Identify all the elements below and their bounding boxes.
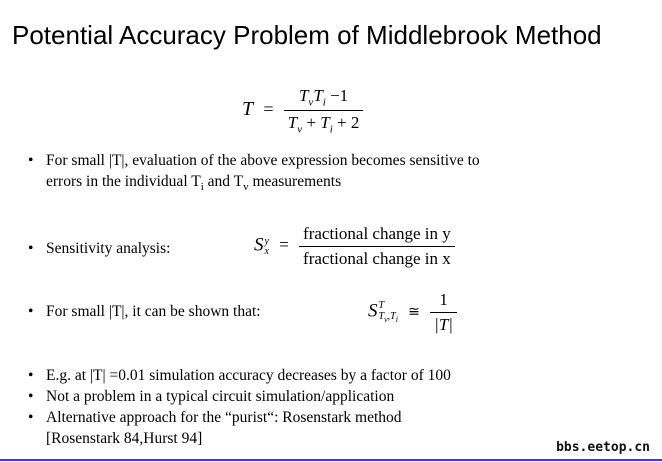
bullet-dot: •	[28, 367, 34, 384]
bullet-1-line-1: For small |T|, evaluation of the above expression becomes sensitive to	[46, 152, 480, 169]
bullet-dot: •	[28, 409, 34, 426]
eq-denominator: $T_v + T_i + 2$	[284, 110, 364, 135]
bullet-dot: •	[28, 152, 34, 169]
bullet-sensitivity-note	[28, 150, 480, 198]
sensitivity-fraction	[299, 224, 455, 269]
bullet-alternative-approach: • Alternative approach for the “purist“: Rosenstark method [Rosenstark 84,Hurst 94]	[28, 409, 402, 447]
sensitivity-numerator: fractional change in y	[303, 224, 451, 243]
eq-lhs: T	[242, 97, 254, 120]
sensitivity-equation: S y x = $\frac{\text{fractional change in y}}{\text{fractional change in x}}$	[254, 224, 455, 269]
bullet-not-a-problem: • Not a problem in a typical circuit simulation/application	[28, 388, 395, 405]
bullet-dot: •	[28, 388, 34, 405]
eq-fraction	[284, 86, 364, 136]
bullet-sensitivity-analysis: • Sensitivity analysis:	[28, 240, 171, 257]
small-t-sensitivity-equation: S T $T_v,T_i$ ≅ $\frac{1}{|T|}$	[368, 290, 457, 335]
small-t-fraction: $\frac{1}{|T|}$	[430, 290, 457, 335]
eq-equals: =	[263, 98, 274, 119]
bullet-1-line-2: errors in the individual $T_i$ and $T_v$ measurements	[46, 173, 342, 194]
page-title: Potential Accuracy Problem of Middlebrook Method	[12, 20, 602, 50]
eq-numerator: $T_vT_i -1$	[298, 86, 349, 109]
sensitivity-denominator: fractional change in x	[299, 246, 455, 269]
watermark: bbs.eetop.cn	[556, 440, 650, 455]
bullet-dot: •	[28, 303, 34, 320]
bottom-divider	[0, 459, 662, 461]
loop-gain-equation	[242, 86, 363, 136]
bullet-small-t: • For small |T|, it can be shown that:	[28, 303, 261, 320]
bullet-accuracy-example: • E.g. at |T| =0.01 simulation accuracy decreases by a factor of 100	[28, 367, 451, 384]
bullet-dot: •	[28, 240, 34, 257]
